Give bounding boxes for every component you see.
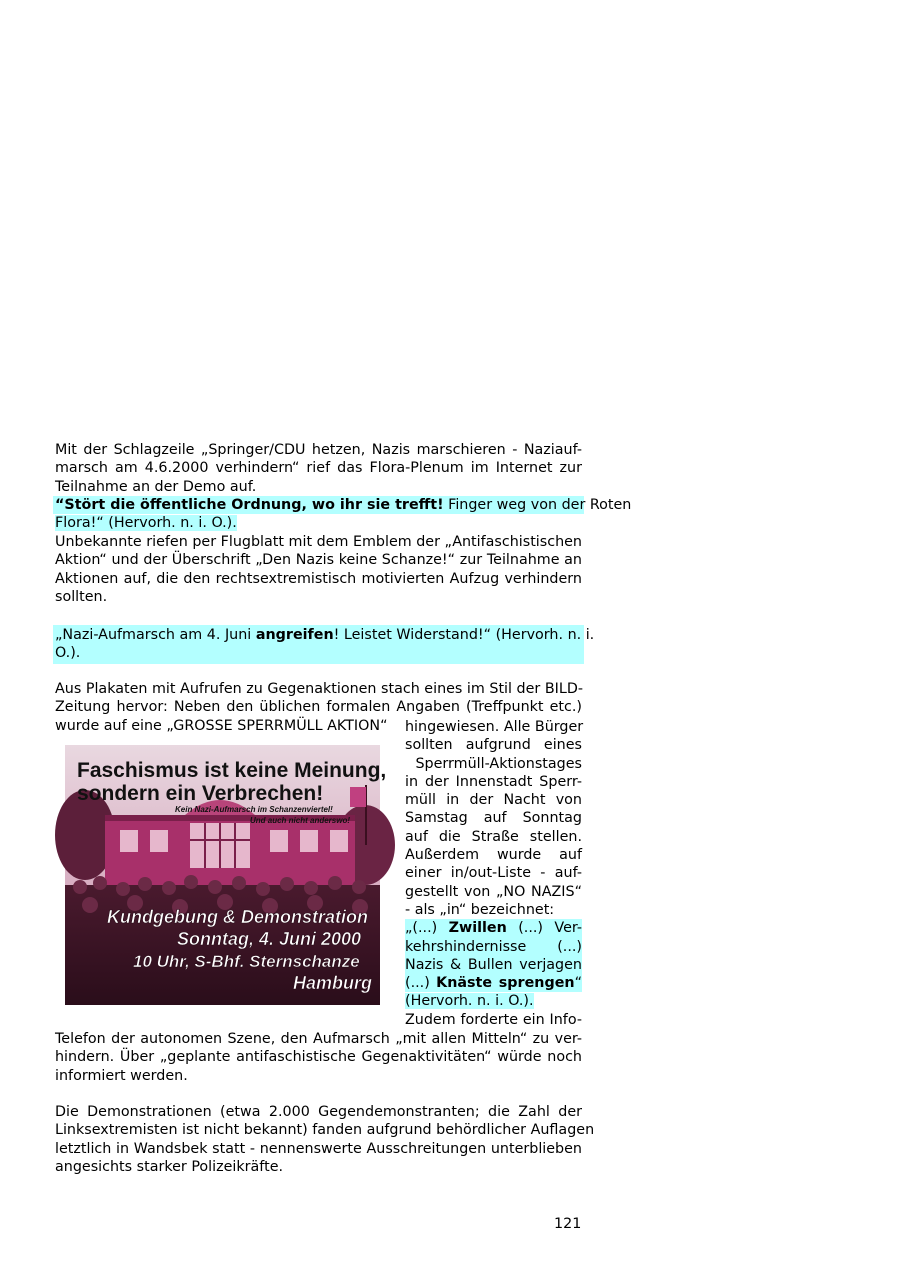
text-line: informiert werden. [55,1067,188,1084]
quote-text: (...) Ver- [506,920,582,937]
quote-text: “ [574,975,582,992]
flyer-event-1: Kundgebung & Demonstration [107,907,368,927]
quote-in-list [405,919,582,992]
flyer-headline-2: sondern ein Verbrechen! [77,782,324,805]
text-line: angesichts starker Polizeikräfte. [55,1158,284,1175]
quote-bold: “Stört die öffentliche Ordnung, wo ihr sie trefft! [55,497,444,513]
quote-line: O.). [55,645,81,662]
paragraph-infotelefon [55,1030,582,1085]
quote-bold: Zwillen [448,920,507,937]
flyer-event-2: Sonntag, 4. Juni 2000 [177,929,362,949]
text-line: Teilnahme an der Demo auf. [55,478,257,495]
quote-aufmarsch [55,625,595,664]
quote-line [55,626,595,644]
text-line: Die Demonstrationen (etwa 2.000 Gegendemonstranten; die Zahl der [55,1104,582,1120]
text-line: Aktionen auf, die den rechtsextremistisch motivierten Aufzug verhindern [55,570,582,587]
text-line: marsch am 4.6.2000 verhindern“ rief das Flora-Plenum im Internet zur [55,460,582,477]
text-line: Samstag auf Sonntag [405,810,582,827]
text-line: gestellt von „NO NAZIS“ [405,883,582,900]
paragraph-intro [55,441,582,496]
flyer-image [65,745,387,1005]
text-line: letztlich in Wandsbek statt - nennenswerte Ausschreitungen unterblieben [55,1140,582,1157]
quote-text: „Nazi-Aufmarsch am 4. Juni [55,627,256,643]
flyer-event-4: Hamburg [293,973,373,993]
side-column [405,718,582,1029]
quote-highlight [53,625,595,664]
flyer-event-3: 10 Uhr, S-Bhf. Sternschanze [133,952,360,971]
quote-text: ! Leistet Widerstand!“ (Hervorh. n. i. [333,627,595,643]
text-line: Außerdem wurde auf [405,847,582,864]
quote-line [405,919,582,937]
quote-line [55,514,582,532]
quote-line: Nazis & Bullen verjagen [405,956,582,973]
text-line: in der Innenstadt Sperr- [405,773,582,790]
text-line: auf die Straße stellen. [405,828,582,845]
quote-text: Finger weg von der Roten [443,497,632,513]
quote-line [53,496,632,514]
text-line: Mit der Schlagzeile „Springer/CDU hetzen, Nazis marschieren - Naziauf- [55,442,582,458]
flyer-banner-1: Kein Nazi-Aufmarsch im Schanzenviertel! [175,805,333,814]
paragraph-demonstrationen [55,1103,595,1176]
quote-line [405,974,582,992]
text-line: Zeitung hervor: Neben den üblichen formalen Angaben (Treffpunkt etc.) [55,699,582,716]
quote-text: (...) [405,975,437,992]
flyer-banner-2: Und auch nicht anderswo! [250,816,351,825]
quote-text: Flora!“ (Hervorh. n. i. O.). [55,515,237,532]
text-line: sollten aufgrund eines [405,737,582,754]
text-line: sollten. [55,588,108,605]
text-line: einer in/out-Liste - auf- [405,865,582,882]
text-line: Aus Plakaten mit Aufrufen zu Gegenaktionen stach eines im Stil der BILD- [55,681,583,697]
flyer-headline-1: Faschismus ist keine Meinung, [77,759,387,782]
text-line: Telefon der autonomen Szene, den Aufmarsch „mit allen Mitteln“ zu ver- [55,1031,582,1047]
page-number: 121 [554,1216,582,1232]
quote-flora [55,496,632,533]
text-line: Unbekannte riefen per Flugblatt mit dem Emblem der „Antifaschistischen [55,534,582,550]
quote-text: „(...) [405,920,449,937]
text-line: Sperrmüll-Aktionstages [415,755,582,772]
quote-text: (Hervorh. n. i. O.). [405,993,534,1010]
quote-line: kehrshindernisse (...) [405,938,582,955]
text-line: - als „in“ bezeichnet: [405,901,555,918]
text-line: Zudem forderte ein Info- [405,1011,582,1028]
quote-bold: Knäste sprengen [436,975,575,992]
text-line: hindern. Über „geplante antifaschistische Gegenaktivitäten“ würde noch [55,1049,582,1066]
text-line: wurde auf eine „GROSSE SPERRMÜLL AKTION“ [55,717,388,734]
quote-bold: angreifen [255,627,334,643]
quote-line [405,992,582,1010]
text-line: Linksextremisten ist nicht bekannt) fanden aufgrund behördlicher Auflagen [55,1122,595,1139]
flyer-illustration [65,745,387,1005]
text-line: hingewiesen. Alle Bürger [405,719,584,735]
text-line: müll in der Nacht von [405,792,582,809]
text-line: Aktion“ und der Überschrift „Den Nazis keine Schanze!“ zur Teilnahme an [55,552,582,569]
paragraph-flugblatt [55,533,582,606]
